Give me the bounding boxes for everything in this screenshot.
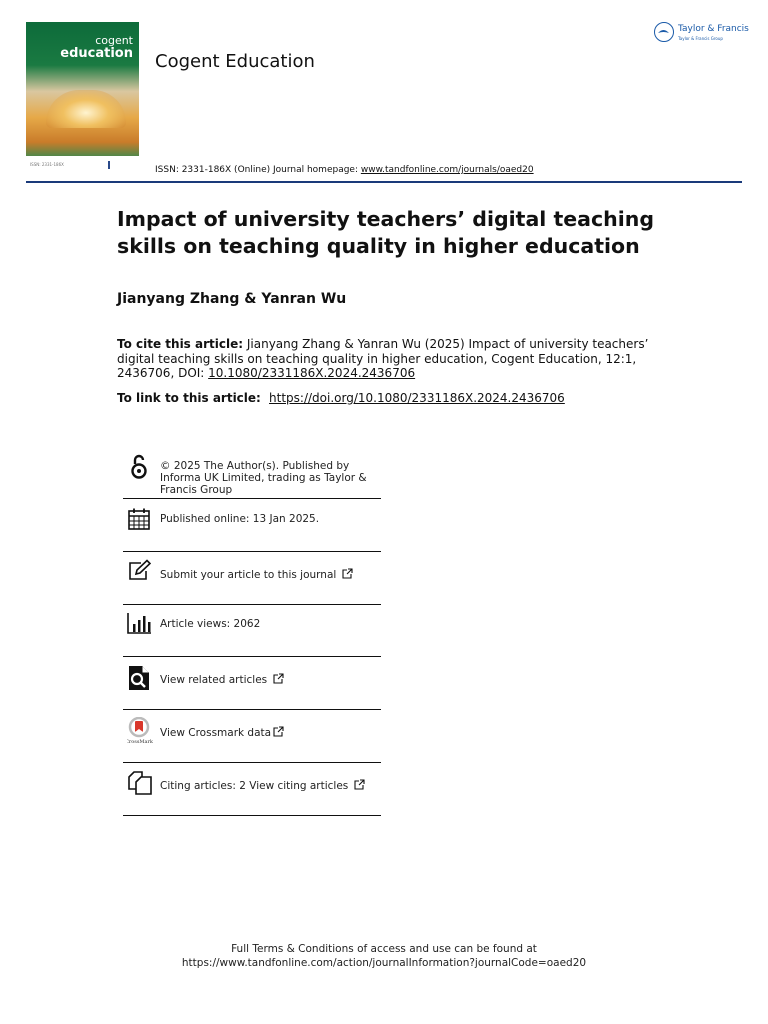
publisher-subname: Taylor & Francis Group: [678, 36, 723, 41]
crossmark-link[interactable]: [160, 726, 382, 739]
journal-homepage-link[interactable]: www.tandfonline.com/journals/oaed20: [360, 165, 534, 175]
submit-article-link[interactable]: [160, 568, 382, 581]
cover-issn: ISSN: 2331-186X: [30, 162, 64, 167]
external-link-icon: [273, 673, 284, 684]
footer-line1: Full Terms & Conditions of access and use can be found at: [231, 943, 537, 955]
journal-name: Cogent Education: [155, 51, 315, 72]
external-link-icon: [273, 726, 284, 737]
external-link-icon: [342, 568, 353, 579]
citing-articles-label: Citing articles: 2 View citing articles: [160, 780, 349, 792]
info-row-license: [123, 452, 381, 499]
publisher-logo: [654, 22, 749, 48]
open-access-icon: [127, 454, 151, 478]
cover-book-illustration: [46, 90, 126, 128]
info-row-related[interactable]: [123, 657, 381, 710]
submit-article-label: Submit your article to this journal: [160, 569, 337, 581]
footer-terms-link[interactable]: https://www.tandfonline.com/action/journalInformation?journalCode=oaed20: [181, 957, 587, 969]
info-row-crossmark[interactable]: [123, 710, 381, 763]
publisher-name: Taylor & Francis: [678, 24, 749, 34]
article-title: Impact of university teachers’ digital teaching skills on teaching quality in higher education: [117, 207, 655, 258]
issn-text: ISSN: 2331-186X (Online) Journal homepage:: [155, 165, 361, 175]
edit-icon: [127, 559, 151, 583]
cite-label: To cite this article:: [117, 337, 244, 351]
terms-footer: [0, 942, 768, 970]
info-row-views: [123, 605, 381, 657]
citing-articles-link[interactable]: [160, 779, 382, 792]
citing-articles-icon: [127, 771, 151, 795]
citation-block: [117, 337, 657, 381]
issn-line: [155, 165, 534, 175]
related-articles-label: View related articles: [160, 674, 268, 686]
crossmark-label: CrossMark: [127, 739, 153, 745]
cover-logo: [60, 34, 133, 60]
article-link-line: [117, 391, 565, 405]
header-divider: [26, 181, 742, 183]
routledge-logo: [108, 161, 128, 169]
crossmark-icon: [127, 717, 153, 745]
published-date: Published online: 13 Jan 2025.: [160, 513, 320, 525]
cover-logo-line1: cogent: [95, 34, 133, 47]
article-authors: Jianyang Zhang & Yanran Wu: [117, 291, 347, 307]
related-articles-link[interactable]: [160, 673, 382, 686]
crossmark-data-label: View Crossmark data: [160, 727, 272, 739]
info-row-submit[interactable]: [123, 552, 381, 605]
external-link-icon: [354, 779, 365, 790]
article-views: Article views: 2062: [160, 618, 261, 630]
cite-text: Jianyang Zhang & Yanran Wu (2025) Impact of university teachers’ digital teaching skills on teaching quality in higher education, Cogent Education, 12:1, 2436706, DOI:: [117, 337, 649, 380]
cite-doi-link[interactable]: 10.1080/2331186X.2024.2436706: [208, 366, 416, 380]
info-row-citing[interactable]: [123, 763, 381, 816]
publisher-logo-icon: [654, 22, 674, 42]
cover-bottom-band: [26, 156, 139, 176]
info-row-published: [123, 499, 381, 552]
cover-logo-line2: education: [60, 46, 133, 61]
bar-chart-icon: [127, 611, 151, 635]
journal-cover-image: [26, 22, 139, 176]
article-doi-link[interactable]: https://doi.org/10.1080/2331186X.2024.2436706: [269, 391, 565, 405]
license-text: © 2025 The Author(s). Published by Informa UK Limited, trading as Taylor & Francis Group: [160, 460, 367, 496]
search-document-icon: [127, 665, 151, 689]
link-label: To link to this article:: [117, 391, 266, 405]
calendar-icon: [127, 507, 151, 531]
